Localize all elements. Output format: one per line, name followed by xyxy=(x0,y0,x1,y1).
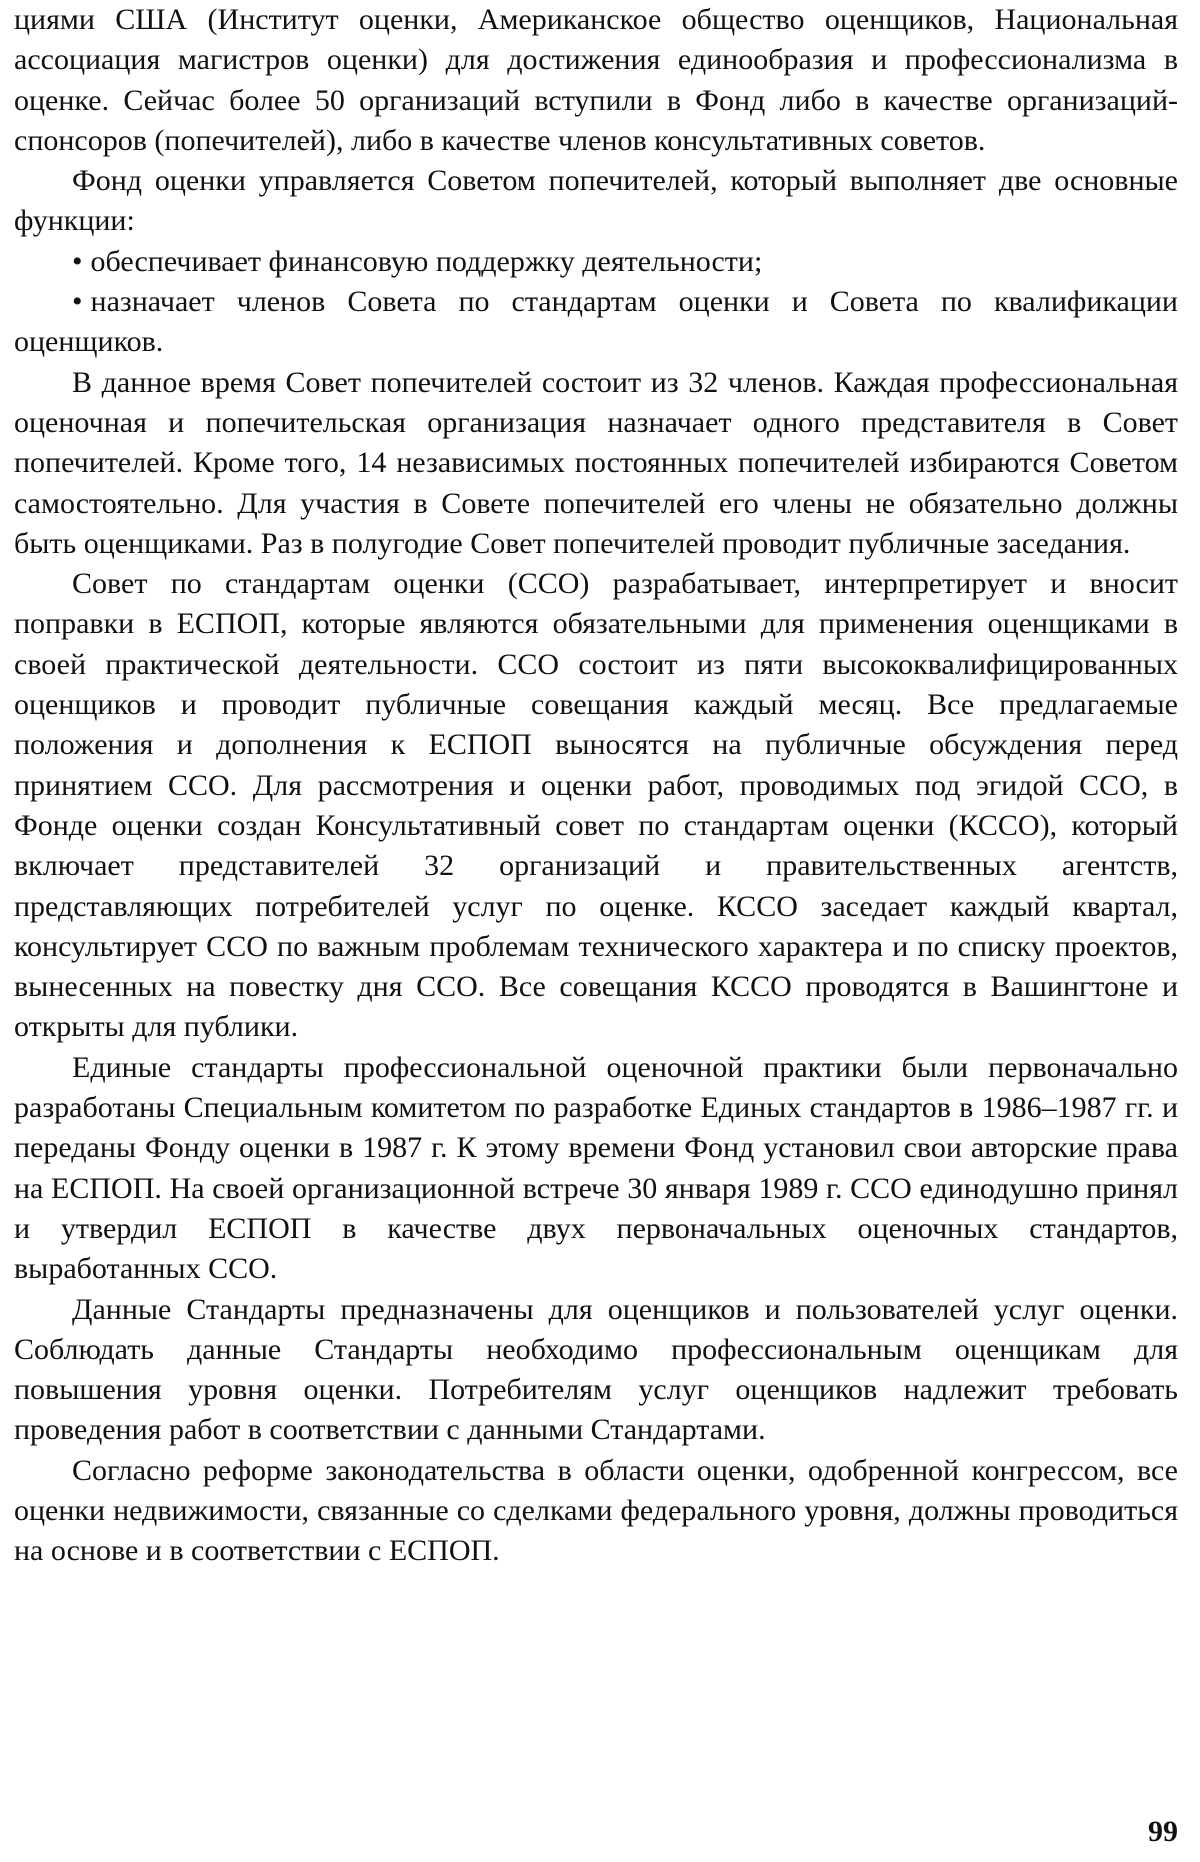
book-page xyxy=(14,0,1178,1862)
bullet-icon: • xyxy=(72,244,83,278)
paragraph-continuation: циями США (Институт оценки, Американское общество оценщиков, Национальная ассоциация магистров оценки) для достижения единообразия и профессионализма в оценке. Сейчас более 50 организаций вступили в Фонд либо в качестве организаций-спонсоров (попечителей), либо в качестве членов консультативных советов. xyxy=(14,3,1178,157)
page-body-text xyxy=(14,0,1178,1572)
bullet-icon: • xyxy=(72,285,83,319)
bullet-item-text: обеспечивает финансовую поддержку деятельности; xyxy=(90,244,763,278)
bullet-item-appoints-members xyxy=(14,282,1178,363)
paragraph-board-functions: Фонд оценки управляется Советом попечителей, который выполняет две основные функции: xyxy=(14,164,1178,238)
paragraph-standards-purpose: Данные Стандарты предназначены для оценщиков и пользователей услуг оценки. Соблюдать данные Стандарты необходимо профессиональным оценщикам для повышения уровня оценки. Потребителям услуг оценщиков надлежит требовать проведения работ в соответствии с данными Стандартами. xyxy=(14,1292,1178,1447)
paragraph-legislation-reform: Согласно реформе законодательства в области оценки, одобренной конгрессом, все оценки недвижимости, связанные со сделками федерального уровня, должны проводиться на основе и в соответствии с ЕСПОП. xyxy=(14,1453,1178,1568)
page-number: 99 xyxy=(1148,1815,1178,1848)
bullet-item-financial-support xyxy=(14,242,1178,282)
paragraph-standards-board: Совет по стандартам оценки (ССО) разрабатывает, интерпретирует и вносит поправки в ЕСПОП, которые являются обязательными для применения оценщиками в своей практической деятельности. ССО состоит из пяти высококвалифицированных оценщиков и проводит публичные совещания каждый месяц. Все предлагаемые положения и дополнения к ЕСПОП выносятся на публичные обсуждения перед принятием ССО. Для рассмотрения и оценки работ, проводимых под эгидой ССО, в Фонде оценки создан Консультативный совет по стандартам оценки (КССО), который включает представителей 32 организаций и правительственных агентств, представляющих потребителей услуг по оценке. КССО заседает каждый квартал, консультирует ССО по важным проблемам технического характера и по списку проектов, вынесенных на повестку дня ССО. Все совещания КССО проводятся в Вашингтоне и открыты для публики. xyxy=(14,567,1178,1044)
paragraph-board-composition: В данное время Совет попечителей состоит из 32 членов. Каждая профессиональная оценочная и попечительская организация назначает одного представителя в Совет попечителей. Кроме того, 14 независимых постоянных попечителей избираются Советом самостоятельно. Для участия в Совете попечителей его члены не обязательно должны быть оценщиками. Раз в полугодие Совет попечителей проводит публичные заседания. xyxy=(14,365,1178,560)
bullet-item-text: назначает членов Совета по стандартам оценки и Совета по квалификации оценщиков. xyxy=(14,285,1178,359)
paragraph-uspap-history: Единые стандарты профессиональной оценочной практики были первоначально разработаны Специальным комитетом по разработке Единых стандартов в 1986–1987 гг. и переданы Фонду оценки в 1987 г. К этому времени Фонд установил свои авторские права на ЕСПОП. На своей организационной встрече 30 января 1989 г. ССО единодушно принял и утвердил ЕСПОП в качестве двух первоначальных оценочных стандартов, выработанных ССО. xyxy=(14,1050,1178,1286)
